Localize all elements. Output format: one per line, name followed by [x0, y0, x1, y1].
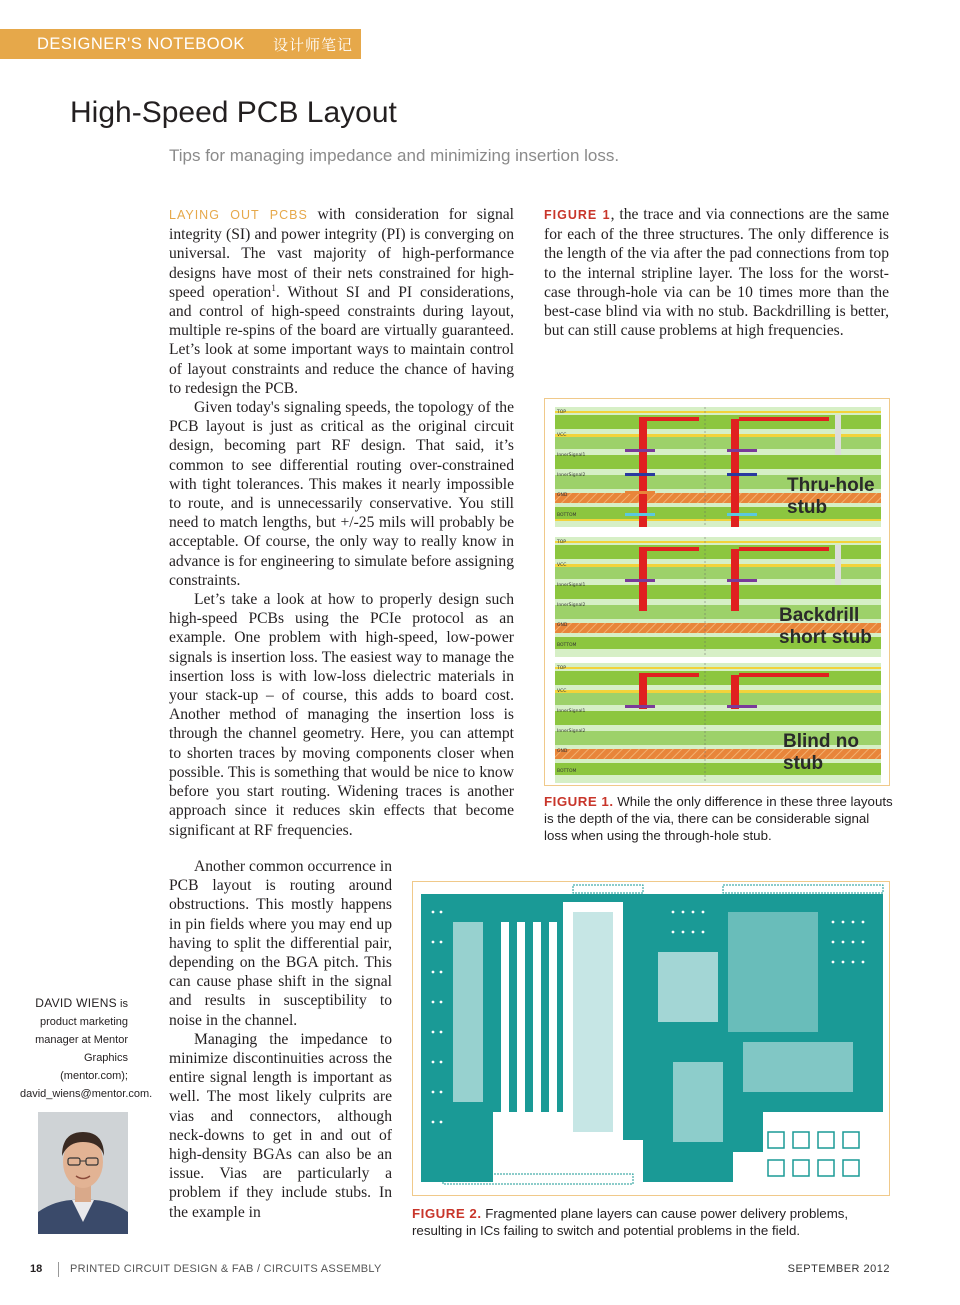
- paragraph: LAYING OUT PCBS with consideration for signal integrity (SI) and power integrity (PI) is converging on universal. The vast majority of high-performance designs have most of their nets constrained for high-speed operation$^1$. Without SI and PI considerations, and control of high-speed constraints during layout, multiple re-spins of the board are virtually guaranteed. Let’s look at some important ways to maintain control of layout constraints and reduce the chance of having to redesign the PCB.: [169, 206, 514, 397]
- body-column-left: [169, 205, 514, 840]
- article-title: High-Speed PCB Layout: [70, 96, 397, 129]
- figure-2-plane-layer: [412, 881, 890, 1196]
- figure-2-caption: FIGURE 2. Fragmented plane layers can cause power delivery problems, resulting in ICs failing to switch and potential problems in the field.: [412, 1206, 849, 1238]
- section-label-zh: 设计师笔记: [273, 36, 354, 54]
- figure-1-panel-blind: TOP VCC InnerSignal1 InnerSignal2 GND BOTTOM Blind no stub: [555, 663, 881, 783]
- panel-label: Blind no stub: [783, 731, 859, 774]
- section-banner: [0, 29, 361, 59]
- page-number: 18: [30, 1263, 43, 1275]
- paragraph: Managing the impedance to minimize discontinuities across the entire signal length is important as well. The most likely culprits are vias and connectors, although neck-downs to get in and out of high-density BGAs can also be an issue. Vias are particularly a problem if they include stubs. In the example in: [169, 1030, 392, 1221]
- panel-label: Thru-hole stub: [787, 475, 875, 518]
- paragraph: FIGURE 1, the trace and via connections are the same for each of the three structures. The only difference is the length of the via after the pad connections from top to the internal stripline layer. The loss for the worst-case through-hole via can be 10 times more than the best-case blind via with no stub. Backdrilling is better, but can still cause problems at high frequencies.: [544, 206, 889, 340]
- paragraph: Given today's signaling speeds, the topology of the PCB layout is just as critical as the original circuit design, becoming part RF design. That said, it’s common to see differential routing over-constrained with tight tolerances. This makes it nearly impossible to route, and is unnecessarily conservative. You still need to match lengths, but +/-25 mils will probably be acceptable. Of course, the only way to really know in advance is for engineering to simulate before assigning constraints.: [169, 399, 514, 589]
- footer-divider: [58, 1262, 59, 1277]
- figure-1-panel-backdrill: TOP VCC InnerSignal1 InnerSignal2 GND BOTTOM Backdrill short stub: [555, 537, 881, 657]
- figure-1-caption: FIGURE 1. While the only difference in these three layouts is the depth of the via, there can be considerable signal loss when using the through-hole stub.: [544, 794, 893, 843]
- article-subtitle: Tips for managing impedance and minimizing insertion loss.: [169, 146, 620, 165]
- author-description: product marketing manager at Mentor Graphics (mentor.com); david_wiens@mentor.com.: [20, 1016, 153, 1100]
- figure-1: [544, 398, 890, 786]
- section-label: DESIGNER'S NOTEBOOK: [37, 35, 245, 53]
- figure-1-panel-thru-hole: TOP VCC InnerSignal1 InnerSignal2 GND BOTTOM Thru-hole stub: [555, 407, 881, 527]
- author-bio: DAVID WIENS is product marketing manager at Mentor Graphics (mentor.com); david_wiens@mentor.com.: [20, 996, 153, 1100]
- body-column-right: [544, 205, 889, 340]
- page-footer: [30, 1263, 890, 1277]
- issue-date: SEPTEMBER 2012: [787, 1263, 890, 1275]
- footnote-ref: 1: [271, 282, 276, 293]
- publication-name: PRINTED CIRCUIT DESIGN & FAB / CIRCUITS ASSEMBLY: [70, 1263, 382, 1275]
- paragraph: Another common occurrence in PCB layout is routing around obstructions. This mostly happens in pin fields where you may end up having to split the differential pair, depending on the BGA pitch. This can cause phase shift in the signal and results in susceptibility to noise in the channel.: [169, 858, 392, 1029]
- body-column-left-narrow: [169, 857, 392, 1222]
- panel-label: Backdrill short stub: [779, 605, 872, 648]
- figure-reference: FIGURE 1: [544, 208, 611, 222]
- author-photo: [38, 1112, 128, 1234]
- author-name: DAVID WIENS: [35, 996, 117, 1010]
- lead-in: LAYING OUT PCBS: [169, 208, 308, 222]
- paragraph: Let’s take a look at how to properly design such high-speed PCBs using the PCIe protocol as an example. One problem with high-speed, low-power signals is insertion loss. The easiest way to manage the insertion loss is with low-loss dielectric materials in your stack-up – of course, this adds to board cost. Another method of managing the insertion loss is through the channel geometry. Here, you can attempt to shorten traces by moving components closer when possible. This is something that would be nice to know before you start routing. Widening traces is another approach since it reduces skin effects that become significant at RF frequencies.: [169, 591, 514, 839]
